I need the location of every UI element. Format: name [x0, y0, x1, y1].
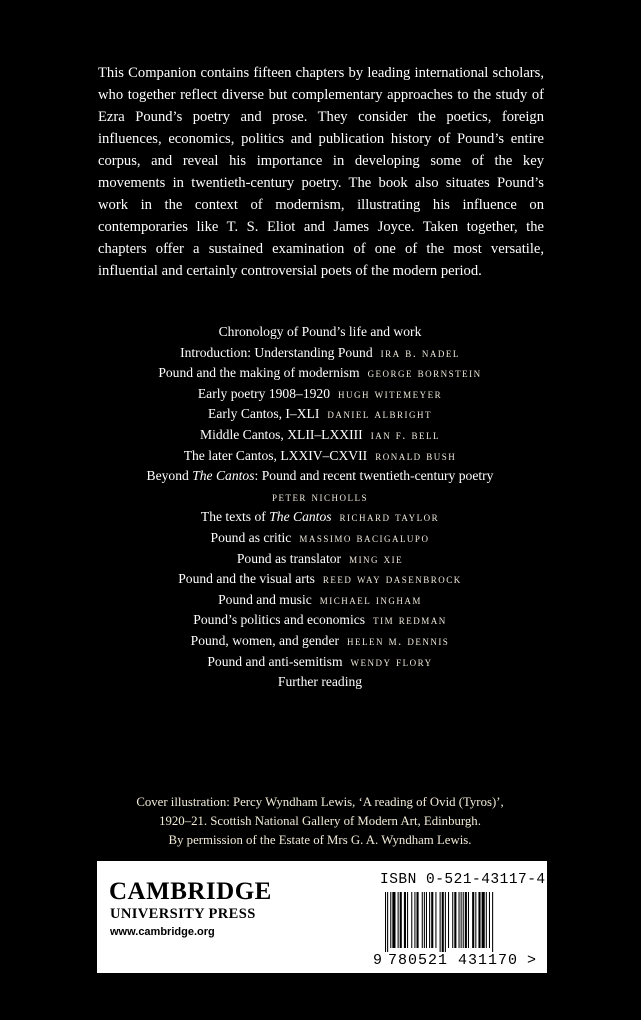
chapter-title: Pound as translator: [236, 550, 342, 566]
barcode-bar: [482, 892, 485, 948]
barcode-bar: [398, 892, 399, 948]
barcode-bar: [468, 892, 469, 948]
barcode-bar: [459, 892, 460, 948]
chapter-author: helen m. dennis: [347, 633, 450, 648]
contents-item-chronology: [60, 322, 580, 343]
contents-item-middle-cantos: [60, 425, 580, 446]
barcode-bar: [486, 892, 487, 948]
credit-line: By permission of the Estate of Mrs G. A. Wyndham Lewis.: [168, 833, 472, 847]
chapter-author: wendy flory: [350, 654, 433, 669]
barcode-bar: [465, 892, 467, 948]
barcode-bar: [426, 892, 427, 948]
barcode-bar: [400, 892, 402, 948]
credit-line: 1920–21. Scottish National Gallery of Modern Art, Edinburgh.: [159, 814, 481, 828]
barcode-bar: [411, 892, 412, 948]
chapter-author: hugh witemeyer: [338, 386, 443, 401]
contents-item-early-poetry: [60, 384, 580, 405]
barcode-bar: [422, 892, 423, 948]
chapter-title-pre: The texts of: [200, 509, 270, 525]
publisher-url: www.cambridge.org: [110, 926, 215, 938]
contents-item-beyond-cantos: [60, 466, 580, 487]
barcode-bar: [452, 892, 453, 948]
barcode-bar: [392, 892, 395, 948]
barcode-bar: [407, 892, 408, 948]
barcode-icon: [373, 892, 537, 966]
chapter-author: peter nicholls: [271, 489, 369, 504]
chapter-author: ian f. bell: [370, 427, 440, 442]
chapter-title: Introduction: Understanding Pound: [180, 344, 373, 360]
contents-item-beyond-cantos-author: [60, 487, 580, 508]
blurb-text: This Companion contains fifteen chapters by leading international scholars, who together reflect diverse but complementary approaches to the study of Ezra Pound’s poetry and prose. They consider the poetics, foreign influences, economics, politics and publication history of Pound’s entire corpus, and reveal his importance in developing some of the key movements in twentieth-century poetry. The book also situates Pound’s work in the context of modernism, illustrating his influence on contemporaries like T. S. Eliot and James Joyce. Taken together, the chapters offer a sustained examination of one of the most versatile, influential and certainly controversial poets of the modern period.: [98, 65, 544, 279]
barcode-bar: [442, 892, 444, 952]
barcode-bar: [404, 892, 406, 948]
chapter-title: Chronology of Pound’s life and work: [218, 324, 422, 339]
chapter-author: daniel albright: [327, 407, 432, 422]
credit-line: Cover illustration: Percy Wyndham Lewis, ‘A reading of Ovid (Tyros)’,: [136, 795, 504, 809]
chapter-author: richard taylor: [339, 510, 440, 525]
barcode-bar: [435, 892, 436, 948]
barcode-bar: [385, 892, 386, 952]
chapter-title: Pound and the making of modernism: [158, 365, 360, 381]
barcode-right-digits: 431170: [458, 952, 519, 966]
contents-item-music: [60, 590, 580, 611]
chapter-title: Pound as critic: [210, 529, 292, 545]
publisher-barcode-panel: [97, 861, 547, 973]
contents-item-critic: [60, 528, 580, 549]
barcode-bar: [461, 892, 462, 948]
chapter-title: Pound and music: [218, 591, 312, 607]
contents-item-early-cantos: [60, 404, 580, 425]
contents-item-translator: [60, 549, 580, 570]
chapter-author: massimo bacigalupo: [299, 530, 430, 545]
contents-item-politics: [60, 610, 580, 631]
barcode-bar: [489, 892, 490, 948]
barcode-bar: [424, 892, 425, 948]
chapter-title-italic: The Cantos: [269, 509, 332, 525]
chapter-title: Pound, women, and gender: [190, 632, 340, 648]
cover-credit: [60, 793, 580, 850]
publisher-subtitle: UNIVERSITY PRESS: [110, 906, 256, 922]
publisher-logo: CAMBRIDGE: [109, 878, 272, 905]
chapter-title: Pound’s politics and economics: [193, 612, 366, 628]
barcode-bar: [387, 892, 388, 952]
isbn-label: ISBN 0-521-43117-4: [380, 872, 546, 888]
chapter-author: tim redman: [373, 613, 447, 628]
barcode-bar: [431, 892, 433, 948]
barcode-bar: [475, 892, 476, 948]
barcode-bar: [429, 892, 430, 948]
barcode-bar: [390, 892, 391, 948]
barcode-lead-digit: 9: [373, 952, 383, 966]
contents-item-texts-of-cantos: [60, 507, 580, 528]
chapter-title-pre: Beyond: [146, 468, 193, 484]
chapter-title: Further reading: [277, 674, 363, 690]
chapter-author: ming xie: [349, 551, 404, 566]
barcode-bar: [472, 892, 474, 948]
barcode-bar: [414, 892, 415, 948]
back-cover-blurb: [98, 62, 544, 282]
chapter-title: Middle Cantos, XLII–LXXIII: [199, 426, 363, 442]
chapter-title-italic: The Cantos: [192, 468, 255, 484]
chapter-author: ronald bush: [375, 448, 457, 463]
chapter-title: Pound and anti-semitism: [207, 653, 343, 669]
contents-item-introduction: [60, 343, 580, 364]
barcode-bar: [492, 892, 493, 952]
contents-item-anti-semitism: [60, 652, 580, 673]
barcode-bar: [440, 892, 441, 952]
contents-item-later-cantos: [60, 446, 580, 467]
chapter-title: The later Cantos, LXXIV–CXVII: [183, 447, 368, 463]
barcode-bar: [463, 892, 464, 948]
contents-item-gender: [60, 631, 580, 652]
barcode-bar: [454, 892, 456, 948]
chapter-title: Pound and the visual arts: [178, 571, 315, 587]
chapter-title: Early poetry 1908–1920: [197, 385, 331, 401]
chapter-author: reed way dasenbrock: [322, 572, 462, 587]
contents-item-modernism: [60, 363, 580, 384]
contents-list: [60, 322, 580, 693]
contents-item-visual-arts: [60, 569, 580, 590]
barcode-bar: [478, 892, 480, 948]
chapter-author: ira b. nadel: [380, 345, 460, 360]
barcode-arrow: >: [527, 952, 537, 966]
chapter-author: george bornstein: [367, 366, 482, 381]
chapter-title: Early Cantos, I–XLI: [208, 406, 320, 422]
chapter-title-post: : Pound and recent twentieth-century poetry: [254, 468, 494, 484]
barcode-left-digits: 780521: [388, 952, 449, 966]
barcode-bar: [448, 892, 449, 948]
contents-item-further-reading: [60, 672, 580, 693]
barcode-bar: [445, 892, 446, 952]
chapter-author: michael ingham: [319, 592, 422, 607]
barcode-bar: [417, 892, 419, 948]
